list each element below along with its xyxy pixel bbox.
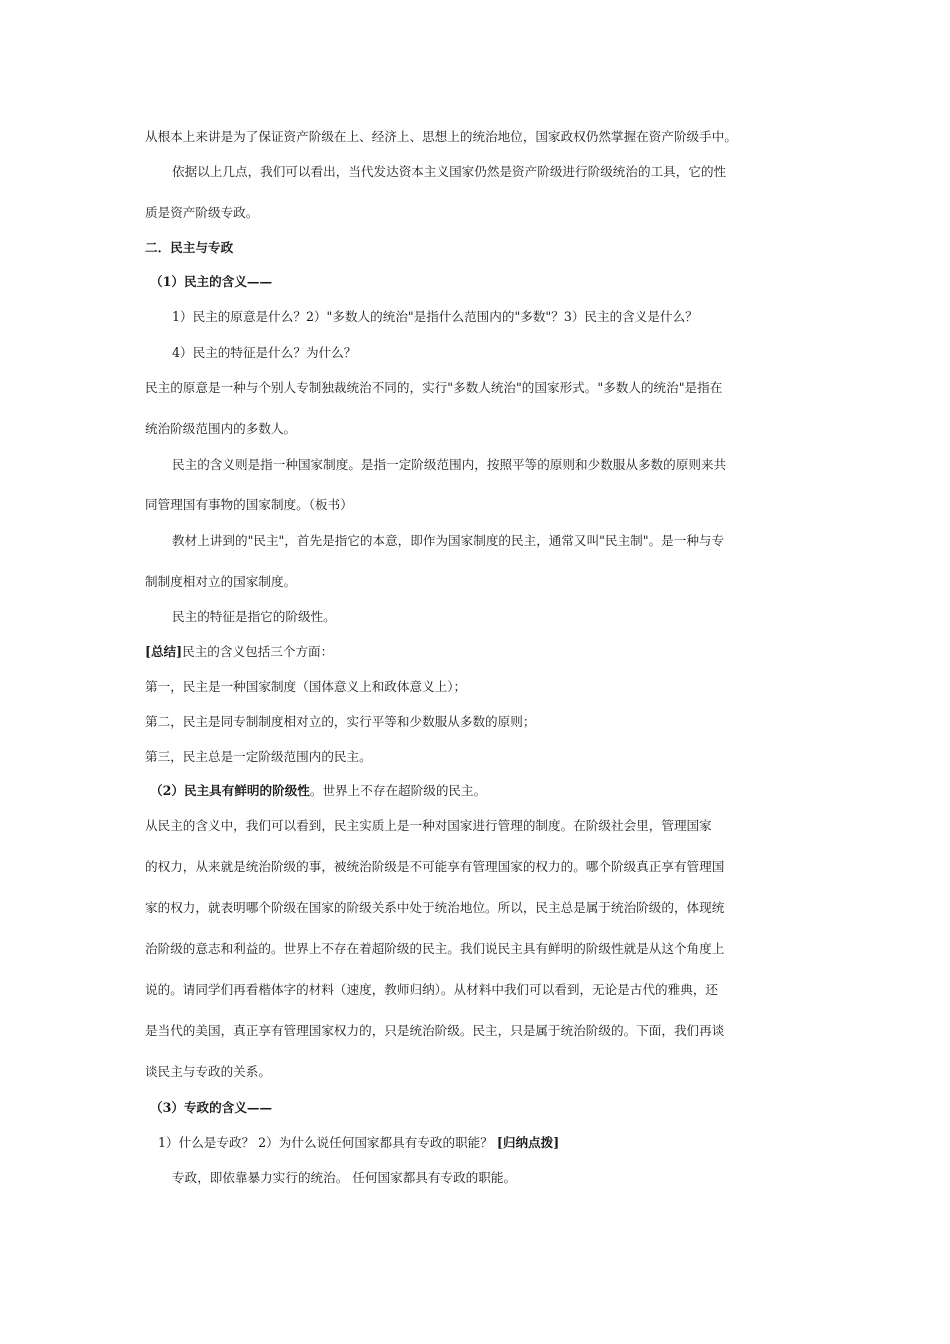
paragraph-line: 专政，即依靠暴力实行的统治。 任何国家都具有专政的职能。: [172, 1170, 517, 1185]
paragraph-line: 制制度相对立的国家制度。: [145, 574, 297, 589]
section-heading: 二．民主与专政: [145, 240, 234, 255]
paragraph-line: 说的。请同学们再看楷体字的材料（速度，教师归纳）。从材料中我们可以看到，无论是古代的雅典，还: [145, 982, 719, 997]
subsection-heading: [150, 782, 486, 800]
question-line: 4）民主的特征是什么？为什么？: [172, 345, 357, 360]
paragraph-line: 民主的原意是一种与个别人专制独裁统治不同的，实行"多数人统治"的国家形式。"多数人的统治"是指在: [145, 380, 723, 395]
question-text: 1）什么是专政？ 2）为什么说任何国家都具有专政的职能？: [158, 1135, 497, 1150]
question-line: [158, 1134, 559, 1152]
list-item: 第一，民主是一种国家制度（国体意义上和政体意义上）；: [145, 679, 467, 694]
paragraph-line: 从根本上来讲是为了保证资产阶级在上、经济上、思想上的统治地位，国家政权仍然掌握在资产阶级手中。: [145, 129, 737, 144]
paragraph-line: 治阶级的意志和利益的。世界上不存在着超阶级的民主。我们说民主具有鲜明的阶级性就是从这个角度上: [145, 941, 725, 956]
paragraph-line: 依据以上几点，我们可以看出，当代发达资本主义国家仍然是资产阶级进行阶级统治的工具，它的性: [172, 164, 727, 179]
paragraph-line: 的权力，从来就是统治阶级的事，被统治阶级是不可能享有管理国家的权力的。哪个阶级真正享有管理国: [145, 859, 725, 874]
summary-label: [归纳点拨]: [496, 1135, 560, 1150]
paragraph-line: 家的权力，就表明哪个阶级在国家的阶级关系中处于统治地位。所以，民主总是属于统治阶级的，体现统: [145, 900, 725, 915]
list-item: 第三，民主总是一定阶级范围内的民主。: [145, 749, 372, 764]
paragraph-line: 统治阶级范围内的多数人。: [145, 421, 297, 436]
paragraph-line: 是当代的美国，真正享有管理国家权力的，只是统治阶级。民主，只是属于统治阶级的。下面，我们再谈: [145, 1023, 725, 1038]
paragraph-line: 教材上讲到的"民主"，首先是指它的本意，即作为国家制度的民主，通常又叫"民主制"。是一种与专: [172, 533, 725, 548]
paragraph-line: 质是资产阶级专政。: [145, 205, 259, 220]
summary-line: [145, 643, 333, 661]
paragraph-line: 谈民主与专政的关系。: [145, 1064, 271, 1079]
list-item: 第二，民主是同专制制度相对立的，实行平等和少数服从多数的原则；: [145, 714, 536, 729]
summary-text: 民主的含义包括三个方面：: [182, 644, 334, 659]
subsection-title: （2）民主具有鲜明的阶级性: [150, 783, 310, 798]
question-line: 1）民主的原意是什么？2）"多数人的统治"是指什么范围内的"多数"？3）民主的含义是什么？: [172, 309, 698, 324]
subsection-heading: （1）民主的含义——: [150, 274, 273, 289]
paragraph-line: 同管理国有事物的国家制度。（板书）: [145, 497, 353, 512]
paragraph-line: 民主的含义则是指一种国家制度。是指一定阶级范围内，按照平等的原则和少数服从多数的原则来共: [172, 457, 727, 472]
paragraph-line: 从民主的含义中，我们可以看到，民主实质上是一种对国家进行管理的制度。在阶级社会里，管理国家: [145, 818, 712, 833]
subsection-text: 。世界上不存在超阶级的民主。: [309, 783, 487, 798]
summary-label: [总结]: [145, 644, 183, 659]
paragraph-line: 民主的特征是指它的阶级性。: [172, 609, 336, 624]
subsection-heading: （3）专政的含义——: [150, 1100, 273, 1115]
